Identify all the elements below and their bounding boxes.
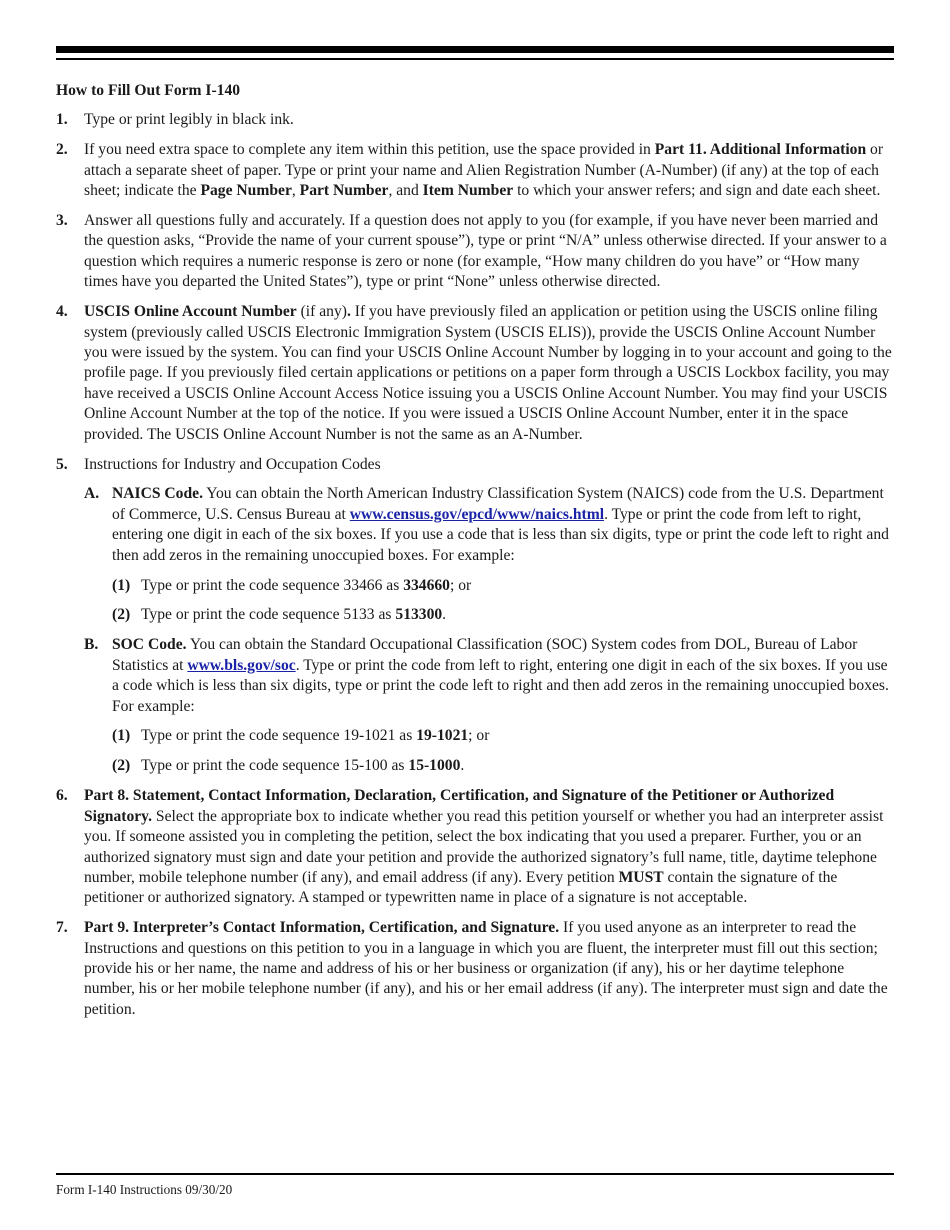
soc-link[interactable]: www.bls.gov/soc	[187, 656, 296, 674]
naics-link[interactable]: www.census.gov/epcd/www/naics.html	[349, 505, 605, 523]
instructions-body	[56, 81, 896, 1030]
naics-code-instruction	[84, 484, 896, 625]
instruction-item-6	[56, 786, 896, 908]
page-footer: Form I-140 Instructions 09/30/20	[56, 1182, 233, 1197]
item-text: Type or print legibly in black ink.	[84, 111, 294, 129]
sub-letter: B.	[84, 636, 99, 654]
item-number: 7.	[56, 919, 68, 937]
sub-text: NAICS Code. You can obtain the North American Industry Classification System (NAICS) code from the U.S. Department of Commerce, U.S. Census Bureau at www.census.gov/epcd/www/naics.html. Type or print the code from left to right, entering one digit in each of the six boxes. If you use a code that is less than six digits, type or print the code left to right and then add zeros in the remaining unoccupied boxes. For example:	[112, 485, 889, 564]
header-rule-thick	[56, 46, 894, 53]
item-number: 4.	[56, 303, 68, 321]
example-item: (2) Type or print the code sequence 5133 as 513300.	[112, 606, 447, 624]
item-text: If you need extra space to complete any item within this petition, use the space provided in Part 11. Additional Information or attach a separate sheet of paper. Type or print your name and Alien Registration Number (A-Number) (if any) at the top of each sheet; indicate the Page Number, Part Number, and Item Number to which your answer refers; and sign and date each sheet.	[84, 141, 884, 200]
instruction-item-4	[56, 302, 896, 445]
section-heading: How to Fill Out Form I-140	[56, 82, 241, 99]
instruction-item-3	[56, 211, 896, 293]
item-number: 5.	[56, 455, 68, 473]
sub-text: SOC Code. You can obtain the Standard Occupational Classification (SOC) System codes from DOL, Bureau of Labor Statistics at www.bls.gov/soc. Type or print the code from left to right, entering one digit in each of the six boxes. If you use a code which is less than six digits, type or print the code left to right and then add zeros in the remaining unoccupied boxes. For example:	[112, 636, 889, 715]
item-number: 2.	[56, 141, 68, 159]
instruction-item-7	[56, 918, 896, 1020]
item-text: Answer all questions fully and accurately. If a question does not apply to you (for example, if you have never been married and the question asks, “Provide the name of your current spouse”), type or print “N/A” unless otherwise directed. If your answer to a question which requires a numeric response is zero or none (for example, “How many children do you have” or “How many times have you departed the United States”), type or print “None” unless otherwise directed.	[84, 212, 887, 291]
footer-rule	[56, 1173, 894, 1175]
instruction-item-5	[56, 455, 896, 777]
header-rule-thin	[56, 58, 894, 60]
instruction-item-1	[56, 110, 896, 130]
soc-code-instruction	[84, 635, 896, 776]
item-number: 6.	[56, 787, 68, 805]
item-text: Instructions for Industry and Occupation Codes	[84, 455, 381, 473]
instruction-item-2	[56, 140, 896, 201]
item-text: Part 8. Statement, Contact Information, Declaration, Certification, and Signature of the Petitioner or Authorized Signatory. Select the appropriate box to indicate whether you read this petition yourself or whether you had an interpreter assist you. If someone assisted you in completing the petition, select the box indicating that you used a preparer. Further, you or an authorized signatory must sign and date your petition and provide the authorized signatory’s full name, title, daytime telephone number, mobile telephone number (if any), and email address (if any). Every petition MUST contain the signature of the petitioner or authorized signatory. A stamped or typewritten name in place of a signature is not acceptable.	[84, 787, 884, 907]
sub-letter: A.	[84, 485, 100, 503]
example-item: (1) Type or print the code sequence 19-1021 as 19-1021; or	[112, 727, 490, 745]
item-number: 1.	[56, 111, 68, 129]
example-item: (1) Type or print the code sequence 33466 as 334660; or	[112, 576, 472, 594]
item-text: Part 9. Interpreter’s Contact Information, Certification, and Signature. If you used anyone as an interpreter to read the Instructions and questions on this petition to you in a language in which you are fluent, the interpreter must fill out this section; provide his or her name, the name and address of his or her business or organization (if any), his or her daytime telephone number, his or her mobile telephone number (if any), and his or her email address (if any). The interpreter must sign and date the petition.	[84, 919, 888, 1018]
example-item: (2) Type or print the code sequence 15-100 as 15-1000.	[112, 757, 465, 775]
item-text: USCIS Online Account Number (if any). If you have previously filed an application or petition using the USCIS online filing system (previously called USCIS Electronic Immigration System (USCIS ELIS)), provide the USCIS Online Account Number you were issued by the system. You can find your USCIS Online Account Number by logging in to your account and going to the profile page. If you previously filed certain applications or petitions on a paper form through a USCIS Lockbox facility, you may have received a USCIS Online Account Access Notice issuing you a USCIS Online Account Number. You may find your USCIS Online Account Number at the top of the notice. If you were issued a USCIS Online Account Number, enter it in the space provided. The USCIS Online Account Number is not the same as an A-Number.	[84, 303, 892, 443]
item-number: 3.	[56, 212, 68, 230]
